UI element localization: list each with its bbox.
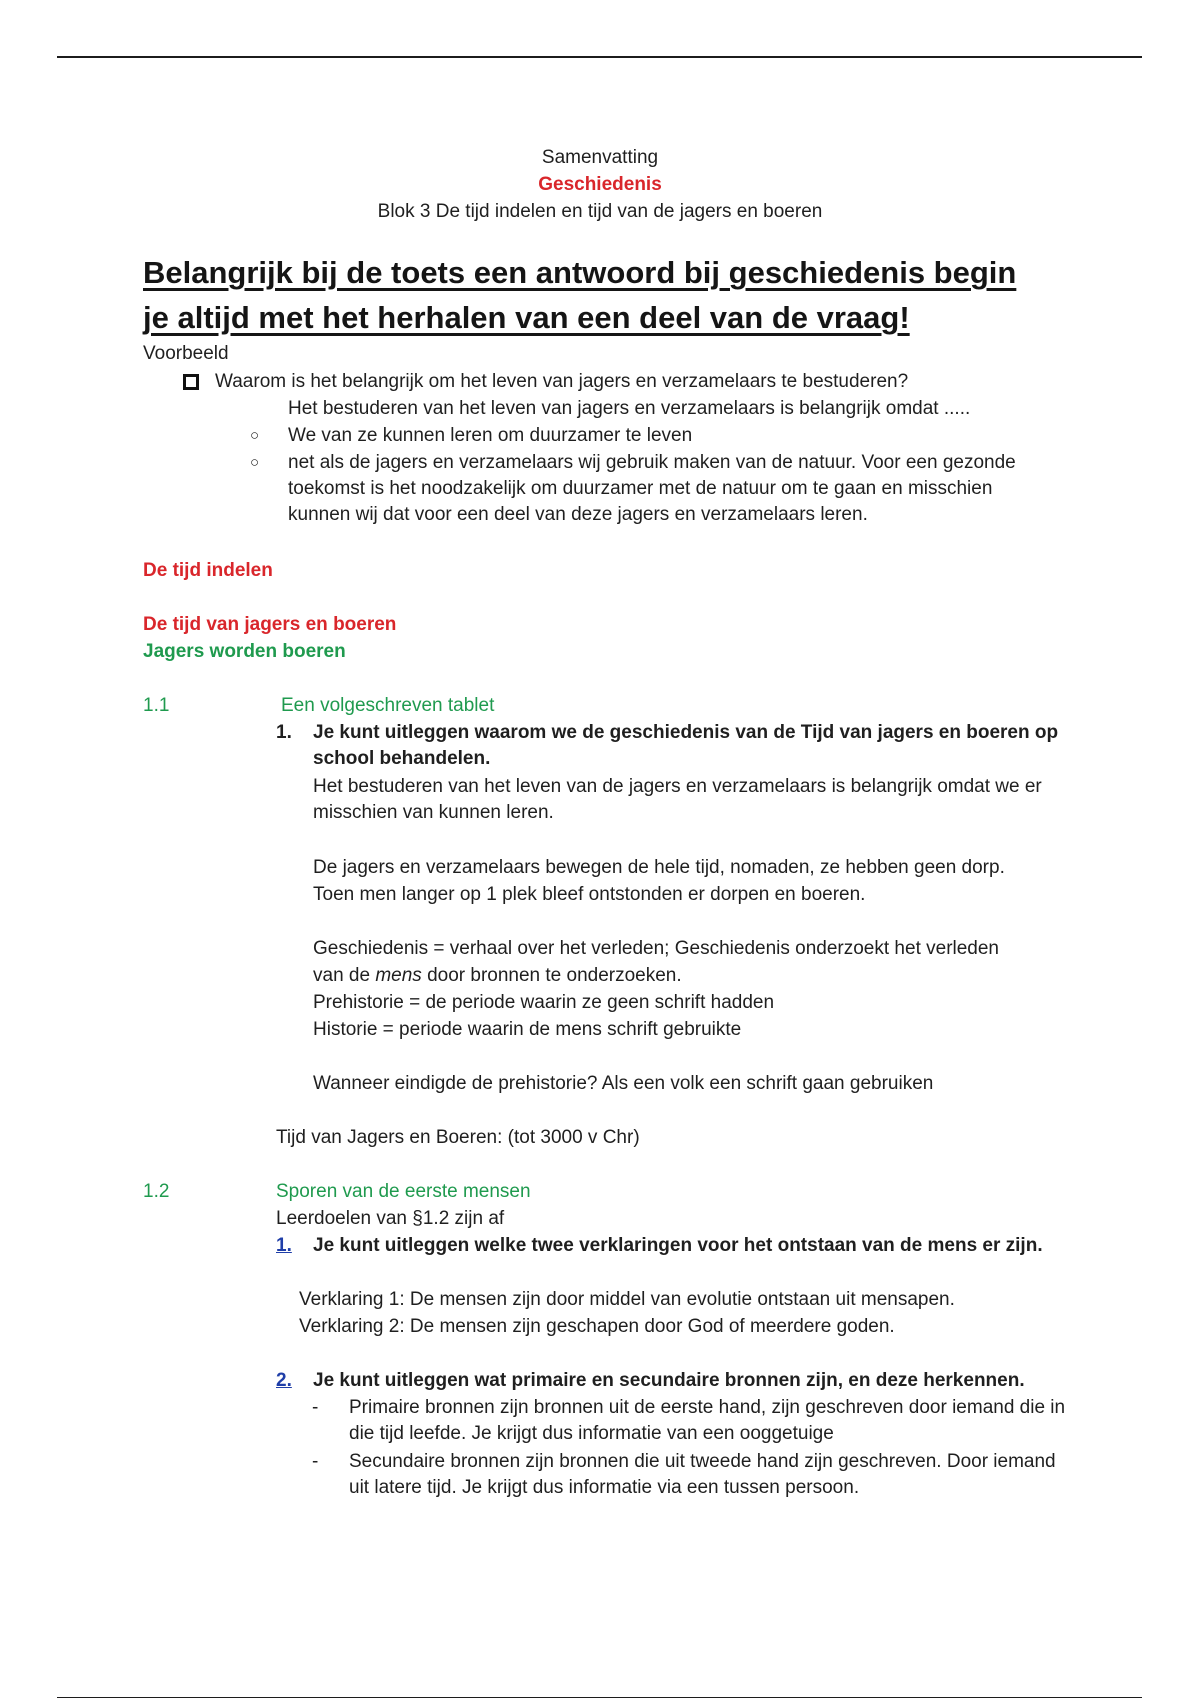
- section-title-1-1: Een volgeschreven tablet: [281, 695, 495, 716]
- important-heading-line-2: je altijd met het herhalen van een deel van de vraag!: [143, 300, 910, 335]
- definition-geschiedenis-cont: [313, 963, 682, 989]
- answer-paragraph: Het bestuderen van het leven van de jagers en verzamelaars is belangrijk omdat we er misschien van kunnen leren.: [313, 776, 1042, 823]
- section-title-1-2: Sporen van de eerste mensen: [276, 1181, 531, 1202]
- document-subject: Geschiedenis: [538, 174, 662, 195]
- example-question-text: Waarom is het belangrijk om het leven van jagers en verzamelaars te bestuderen?: [215, 371, 909, 392]
- verklaring-2: Verklaring 2: De mensen zijn geschapen door God of meerdere goden.: [299, 1316, 895, 1337]
- definition-historie: Historie = periode waarin de mens schrift gebruikte: [313, 1019, 742, 1040]
- definition-text: door bronnen te onderzoeken.: [421, 965, 682, 986]
- source-definition: Secundaire bronnen zijn bronnen die uit tweede hand zijn geschreven. Door iemand uit latere tijd. Je krijgt dus informatie via een tussen persoon.: [349, 1451, 1056, 1498]
- definition-geschiedenis: Geschiedenis = verhaal over het verleden; Geschiedenis onderzoekt het verleden: [313, 938, 1000, 959]
- example-answer-point: net als de jagers en verzamelaars wij gebruik maken van de natuur. Voor een gezonde toekomst is het noodzakelijk om duurzamer met de natuur om te gaan en misschien kunnen wij dat voor een deel van deze jagers en verzamelaars leren.: [288, 452, 1016, 525]
- bottom-rule: [57, 1697, 1142, 1698]
- circle-bullet-icon: ○: [250, 427, 260, 444]
- example-label: Voorbeeld: [143, 343, 229, 364]
- top-rule: [57, 56, 1142, 58]
- learning-goal-question: Je kunt uitleggen wat primaire en secundaire bronnen zijn, en deze herkennen.: [313, 1370, 1025, 1391]
- definition-prehistorie: Prehistorie = de periode waarin ze geen schrift hadden: [313, 992, 775, 1013]
- source-definition: Primaire bronnen zijn bronnen uit de eerste hand, zijn geschreven door iemand die in die tijd leefde. Je krijgt dus informatie van een ooggetuige: [349, 1397, 1066, 1444]
- period-note: Tijd van Jagers en Boeren: (tot 3000 v Chr): [276, 1127, 640, 1148]
- learning-goal-number-link[interactable]: 2.: [276, 1370, 292, 1391]
- answer-text: De jagers en verzamelaars bewegen de hele tijd, nomaden, ze hebben geen dorp.: [313, 857, 1005, 878]
- example-answer-point: We van ze kunnen leren om duurzamer te leven: [288, 425, 693, 446]
- circle-bullet-icon: ○: [250, 454, 260, 471]
- section-number-1-1: 1.1: [143, 695, 170, 716]
- learning-goal-number: 1.: [276, 722, 292, 743]
- important-heading: [143, 250, 1103, 340]
- learning-goal-number-link[interactable]: 1.: [276, 1235, 292, 1256]
- learning-goal-question: Je kunt uitleggen welke twee verklaringen voor het ontstaan van de mens er zijn.: [313, 1235, 1043, 1256]
- definition-emphasis: mens: [375, 965, 422, 986]
- important-heading-line-1: Belangrijk bij de toets een antwoord bij geschiedenis begin: [143, 255, 1017, 290]
- document-title: Samenvatting: [541, 147, 659, 168]
- section-heading-tijd-indelen: De tijd indelen: [143, 560, 273, 581]
- dash-bullet: -: [312, 1397, 319, 1418]
- dash-bullet: -: [312, 1451, 319, 1472]
- learning-goal-question: Je kunt uitleggen waarom we de geschiedenis van de Tijd van jagers en boeren op school behandelen.: [313, 722, 1059, 769]
- section-number-1-2: 1.2: [143, 1181, 170, 1202]
- document-subtitle: Blok 3 De tijd indelen en tijd van de jagers en boeren: [377, 201, 823, 222]
- example-answer-intro: Het bestuderen van het leven van jagers en verzamelaars is belangrijk omdat .....: [288, 398, 971, 419]
- section-heading-jagers-worden-boeren: Jagers worden boeren: [143, 641, 346, 662]
- document-header: [0, 144, 1200, 225]
- answer-text: Toen men langer op 1 plek bleef ontstonden er dorpen en boeren.: [313, 884, 866, 905]
- section-heading-jagers-boeren: De tijd van jagers en boeren: [143, 614, 397, 635]
- definition-text: van de: [313, 965, 376, 986]
- prehistory-end-question: Wanneer eindigde de prehistorie? Als een volk een schrift gaan gebruiken: [313, 1073, 934, 1094]
- section-subtitle-1-2: Leerdoelen van §1.2 zijn af: [276, 1208, 505, 1229]
- checkbox-bullet-icon: [183, 374, 199, 390]
- verklaring-1: Verklaring 1: De mensen zijn door middel van evolutie ontstaan uit mensapen.: [299, 1289, 955, 1310]
